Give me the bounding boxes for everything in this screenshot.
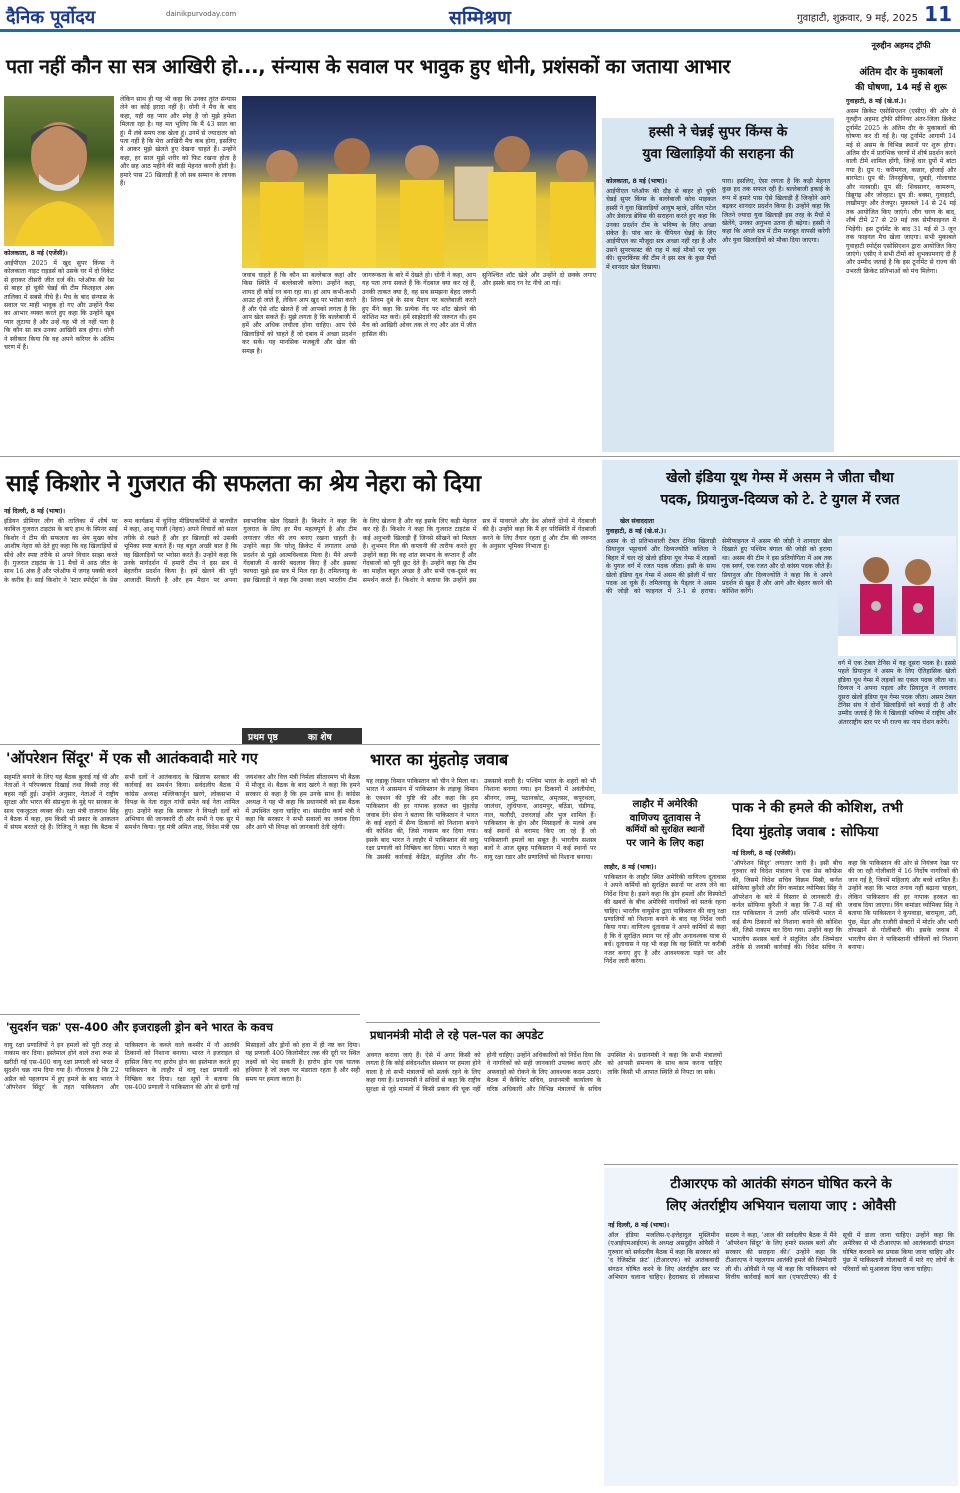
lahore-body: पाकिस्तान के लाहौर स्थित अमेरिकी वाणिज्य दूतावास ने अपने कर्मियों को सुरक्षित स्थानों पर शरण लेने का निर्देश दिया है। इसने कहा कि ड्रोन हमलों और विस्फोटों की खबरों के बीच अमेरिकी नागरिकों को सतर्क रहना चाहिए। भारतीय वायुसेना द्वारा पाकिस्तान की वायु रक्षा प्रणालियों को निशाना बनाने के बाद यह निर्देश जारी किया गया। वाणिज्य दूतावास ने अपने कर्मियों से कहा है कि वे सुरक्षित स्थान पर रहें और अनावश्यक यात्रा से बचें। दूतावास ने यह भी कहा कि वह स्थिति पर करीबी नजर बनाए हुए है और आवश्यकता पड़ने पर और निर्देश जारी करेगा। (604, 874, 726, 966)
bharat-body: यह लड़ाकू विमान पाकिस्तान को चीन ने मिला था। भारत ने आसमान में पाकिस्तान के लड़ाकू विमान के एक्शन की पुष्टि की और कहा कि हम पाकिस्तान की हर नापाक हरकत का मुंहतोड़ जवाब देंगे। सेना ने बताया कि पाकिस्तान ने भारत के कई शहरों में सैन्य ठिकानों को निशाना बनाने की कोशिश की, जिसे नाकाम कर दिया गया। इसके बाद भारत ने लाहौर में पाकिस्तान की वायु रक्षा प्रणाली को निष्क्रिय कर दिया। भारत ने कहा कि उसकी कार्रवाई केंद्रित, संतुलित और गैर-उकसावे वाली है। पश्चिम भारत के शहरों को भी निशाना बनाया गया। इन ठिकानों में अवंतीपोरा, श्रीनगर, जम्मू, पठानकोट, अमृतसर, कपूरथला, जालंधर, लुधियाना, आदमपुर, बठिंडा, चंडीगढ़, नाल, फलौदी, उत्तरलाई और भुज शामिल हैं। पाकिस्तान के ड्रोन और मिसाइलों के मलबे अब कई स्थानों से बरामद किए जा रहे हैं जो पाकिस्तानी हमलों का सबूत हैं। भारतीय सशस्त्र बलों ने आज सुबह पाकिस्तान में कई स्थानों पर वायु रक्षा रडार और प्रणालियों को निशाना बनाया। (366, 778, 596, 861)
nooruddin-dateline: गुवाहाटी, 8 मई (खे.सं.)। (846, 98, 906, 105)
lahore-headline-2: वाणिज्य दूतावास ने (629, 813, 701, 824)
dhoni-col-3: जवाब चाहते हैं कि कौन सा बल्लेबाज कहां और किस स्थिति में बल्लेबाजी करेगा। उन्होंने कहा, शायद ही कोई रन बना रहा था। हां आप कभी-कभी आउट हो जाते हैं, लेकिन आप खुद पर भरोसा करते हैं और ऐसे शॉट खेलते हैं जो आपको लगता है कि आप खेल सकते हैं। मुझे लगता है कि बल्लेबाजी में हमें और अधिक लचीला होना चाहिए। आप ऐसे खिलाड़ियों को चाहते हैं जो दबाव में अच्छा प्रदर्शन कर सकें। यह मानसिक मजबूती और खेल की समझ है। (242, 272, 356, 355)
khelo-headline-1: खेलो इंडिया यूथ गेम्स में असम ने जीता चौथा (666, 470, 894, 486)
sudarshan-body: वायु रक्षा प्रणालियों ने इन हमलों को पूरी तरह से नाकाम कर दिया। इस्तेमाल होने वाले तथा रूस से खरीदी गई एस-400 वायु रक्षा प्रणाली को भारत में सुदर्शन चक्र नाम दिया गया है। गौरतलब है कि 22 अप्रैल को पहलगाम में हुए हमले के बाद भारत ने 'ऑपरेशन सिंदूर' के तहत पाकिस्तान और पाकिस्तान के कब्जे वाले कश्मीर में नौ आतंकी ठिकानों को निशाना बनाया। भारत ने इजराइल से हासिल किए गए हारोप ड्रोन का इस्तेमाल करते हुए पाकिस्तान के लाहौर में वायु रक्षा प्रणाली को निष्क्रिय कर दिया। रक्षा सूत्रों ने बताया कि एस-400 प्रणाली ने पाकिस्तान की ओर से दागी गई मिसाइलों और ड्रोनों को हवा में ही नष्ट कर दिया। यह प्रणाली 400 किलोमीटर तक की दूरी पर स्थित लक्ष्यों को भेद सकती है। हारोप ड्रोन एक घातक हथियार है जो लक्ष्य पर मंडराता रहता है और सही समय पर हमला करता है। (4, 1042, 360, 1092)
dhoni-headline: पता नहीं कौन सा सत्र आखिरी हो..., संन्यास के सवाल पर भावुक हुए धोनी, प्रशंसकों का जताया आभार (6, 55, 731, 78)
khelo-photo (838, 536, 956, 656)
operation-headline: 'ऑपरेशन सिंदूर' में एक सौ आतंकवादी मारे गए (6, 751, 258, 767)
hussey-col-1: आईपीएल प्लेऑफ की दौड़ से बाहर हो चुकी चेन्नई सुपर किंग्स के बल्लेबाजी कोच माइकल हस्सी ने युवा खिलाड़ियों आयुष म्हात्रे, उर्विल पटेल और डेवाल्ड ब्रेविस की सराहना करते हुए कहा कि उनका प्रदर्शन टीम के भविष्य के लिए अच्छा संकेत है। पांच बार के चैंपियन चेन्नई के लिए आईपीएल का मौजूदा सत्र अच्छा नहीं रहा है और उसने सुपरफास्ट की राह में कई मौकों पर चूक की। सुपरकिंग्स की टीम ने इस सत्र के कुछ मैचों में शानदार खेल दिखाया। (606, 188, 716, 271)
divider-3 (0, 1014, 360, 1015)
divider-5 (604, 1164, 958, 1165)
trf-headline-1: टीआरएफ को आतंकी संगठन घोषित करने के (670, 1176, 892, 1192)
sai-body: इंडियन प्रीमियर लीग की तालिका में शीर्ष पर काबिज गुजरात टाइटंस के बाएं हाथ के स्पिनर साई किशोर ने टीम की सफलता का श्रेय मुख्य कोच आशीष नेहरा को देते हुए कहा कि वह खिलाड़ियों से सीधे और स्पष्ट तरीके से अपने विचार साझा करते हैं। गुजरात टाइटंस के 11 मैचों में आठ जीत के साथ 16 अंक हैं और प्लेऑफ में जगह पक्की करने के करीब है। साई किशोर ने 'स्टार स्पोर्ट्स' के प्रेस रूम कार्यक्रम में चुनिंदा मीडियाकर्मियों से बातचीत में कहा, आशु पाजी (नेहरा) अपने विचारों को सरल तरीके से रखते हैं और हर खिलाड़ी को उसकी भूमिका स्पष्ट बताते हैं। यह बहुत अच्छी बात है कि वह खिलाड़ियों पर भरोसा करते हैं। उन्होंने कहा कि उनके मार्गदर्शन में हमारी टीम ने इस सत्र में बेहतरीन प्रदर्शन किया है। हमें खेलने की पूरी आजादी मिलती है और हम मैदान पर अपना स्वाभाविक खेल दिखाते हैं। किशोर ने कहा कि गुजरात के लिए हर मैच महत्वपूर्ण है और टीम लगातार जीत की लय बनाए रखना चाहती है। उन्होंने कहा कि घरेलू क्रिकेट में लगातार अच्छे प्रदर्शन से मुझे आत्मविश्वास मिला है। मैंने अपनी गेंदबाजी में काफी बदलाव किए हैं और इसका फायदा मुझे इस सत्र में मिल रहा है। तमिलनाडु के इस खिलाड़ी ने कहा कि उनका लक्ष्य भारतीय टीम के लिए खेलना है और वह इसके लिए कड़ी मेहनत कर रहे हैं। किशोर ने कहा कि गुजरात टाइटंस में कई अनुभवी खिलाड़ी हैं जिनसे सीखने को मिलता है। शुभमन गिल की कप्तानी की तारीफ करते हुए उन्होंने कहा कि वह शांत स्वभाव के कप्तान हैं और गेंदबाजों को पूरी छूट देते हैं। उन्होंने कहा कि टीम का माहौल बहुत अच्छा है और सभी एक-दूसरे का समर्थन करते हैं। किशोर ने बताया कि उन्होंने इस सत्र में पावरप्ले और डेथ ओवरों दोनों में गेंदबाजी की है। उन्होंने कहा कि मैं हर परिस्थिति में गेंदबाजी करने के लिए तैयार रहता हूं और टीम की जरूरत के अनुसार भूमिका निभाता हूं। (4, 518, 596, 584)
bharat-headline: भारत का मुंहतोड़ जवाब (370, 750, 509, 769)
operation-body: सहमति बनाने के लिए यह बैठक बुलाई गई थी और नेताओं ने परिपक्वता दिखाई तथा किसी तरह की बहस नहीं हुई। उन्होंने अनुसार, नेताओं ने राष्ट्रीय सुरक्षा और भारत की संप्रभुता के मुद्दे पर सरकार के साथ एकजुटता व्यक्त की। रक्षा मंत्री राजनाथ सिंह ने बैठक में कहा, हम किसी भी प्रकार के आकलन में संयम बरतते रहे हैं। रिजिजू ने कहा कि बैठक में सभी दलों ने आतंकवाद के खिलाफ सरकार की कार्रवाई का समर्थन किया। सर्वदलीय बैठक में कांग्रेस अध्यक्ष मल्लिकार्जुन खरगे, लोकसभा में विपक्ष के नेता राहुल गांधी समेत कई नेता शामिल हुए। उन्होंने कहा कि सरकार ने विपक्षी दलों को अभियान की जानकारी दी और सभी ने एक सुर में समर्थन किया। गृह मंत्री अमित शाह, विदेश मंत्री एस जयशंकर और वित्त मंत्री निर्मला सीतारमण भी बैठक में मौजूद थे। बैठक के बाद खरगे ने कहा कि हमने सरकार से कहा है कि हम उनके साथ हैं। कांग्रेस अध्यक्ष ने यह भी कहा कि प्रधानमंत्री को इस बैठक में उपस्थित रहना चाहिए था। संसदीय कार्य मंत्री ने कहा कि सरकार ने सभी सवालों का जवाब दिया और आगे भी विपक्ष को जानकारी देती रहेगी। (4, 774, 360, 832)
medal-winners-icon (838, 536, 956, 656)
divider-2 (0, 744, 600, 745)
page-number: 11 (924, 2, 952, 26)
dhoni-figure-icon (4, 96, 114, 246)
khelo-byline: खेल संवाददाता (620, 518, 654, 525)
pm-headline: प्रधानमंत्री मोदी ले रहे पल-पल का अपडेट (370, 1028, 544, 1042)
nooruddin-kicker: नूरुद्दीन अहमद ट्रॉफी (871, 41, 931, 50)
lahore-headline-3: कर्मियों को सुरक्षित स्थानों (625, 825, 705, 835)
pratham-suffix: का शेष (308, 733, 332, 743)
dhoni-col-2: लेकिन साथ ही यह भी कहा कि उनका तुरंत संन्यास लेने का कोई इरादा नहीं है। धोनी ने मैच के बाद कहा, यही वह प्यार और स्नेह है जो मुझे हमेशा मिलता रहा है। यह मत भूलिए कि मैं 43 साल का हूं। मैं लंबे समय तक खेला हूं। उनमें से ज्यादातर को पता नहीं है कि मेरा आखिरी मैच कब होगा, इसलिए वे आकर मुझे खेलते हुए देखना चाहते हैं। उन्होंने कहा, हर साल मुझे शरीर को फिट रखना होता है और छह आठ महीने की कड़ी मेहनत करनी होती है। हमारे पास 25 खिलाड़ी हैं जो सब सम्मान के लायक हैं। (120, 96, 236, 188)
pak-headline-2: दिया मुंहतोड़ जवाब : सोफिया (732, 824, 879, 840)
nooruddin-headline-2: की घोषणा, 14 मई से शुरू (855, 83, 947, 93)
pak-headline-1: पाक ने की हमले की कोशिश, तभी (732, 800, 903, 816)
khelo-headline-2: पदक, प्रियानुज-दिव्यज को टे. टे युगल में रजत (660, 492, 900, 508)
sai-headline: साई किशोर ने गुजरात की सफलता का श्रेय नेहरा को दिया (6, 471, 481, 497)
sudarshan-headline: 'सुदर्शन चक्र' एस-400 और इजराइली ड्रोन बने भारत के कवच (6, 1020, 274, 1034)
khelo-body: असम के दो प्रतिभाशाली टेबल टेनिस खिलाड़ी प्रियानुज भट्टाचार्य और दिव्यज्योति कलिता ने बिहार में चल रहे खेलो इंडिया यूथ गेम्स में लड़कों के युगल वर्ग में रजत पदक जीता। इसी के साथ खेलो इंडिया यूथ गेम्स में असम की झोली में चार पदक आ चुके हैं। तमिलनाडु के पैड्लर ने असम की जोड़ी को फाइनल में 3-1 से हराया। सेमीफाइनल में असम की जोड़ी ने शानदार खेल दिखाते हुए पश्चिम बंगाल की जोड़ी को हराया था। असम की टीम ने इस प्रतियोगिता में अब तक एक स्वर्ण, एक रजत और दो कांस्य पदक जीते हैं। प्रियानुज और दिव्यज्योति ने कहा कि वे अपने प्रदर्शन से खुश हैं और आगे और बेहतर करने की कोशिश करेंगे। (606, 538, 832, 596)
hussey-dateline: कोलकाता, 8 मई (भाषा)। (606, 178, 668, 185)
trf-body: ऑल इंडिया मजलिस-ए-इत्तेहादुल मुस्लिमीन (एआईएमआईएम) के अध्यक्ष असदुद्दीन ओवैसी ने गुरुवार को सर्वदलीय बैठक में कहा कि सरकार को 'द रेजिस्टेंस फ्रंट' (टीआरएफ) को आतंकवादी संगठन घोषित करने के लिए अंतर्राष्ट्रीय स्तर पर अभियान चलाना चाहिए। हैदराबाद से लोकसभा सदस्य ने कहा, 'आज की सर्वदलीय बैठक में मैंने 'ऑपरेशन सिंदूर' के लिए हमारे सशस्त्र बलों और सरकार की सराहना की।' उन्होंने कहा कि टीआरएफ ने पहलगाम आतंकी हमले की जिम्मेदारी ली थी। ओवैसी ने यह भी कहा कि पाकिस्तान को वित्तीय कार्रवाई कार्य बल (एफएटीएफ) की ग्रे सूची में डाला जाना चाहिए। उन्होंने कहा कि अमेरिका से भी टीआरएफ को आतंकवादी संगठन घोषित करवाने का प्रयास किया जाना चाहिए और पुंछ में पाकिस्तानी गोलाबारी में मारे गए लोगों के परिवारों को मुआवजा दिया जाना चाहिए। (608, 1232, 954, 1282)
khelo-body-2: वर्ग में एक टेबल टेनिस में यह दूसरा पदक है। इससे पहले प्रियानुज ने असम के लिए ऐतिहासिक खेलो इंडिया यूथ गेम्स में लड़कों का एकल पदक जीता था। दिव्यज ने अपना पहला और प्रियानुज ने लगातार दूसरा खेलो इंडिया यूथ गेम्स पदक जीता। असम टेबल टेनिस संघ ने दोनों खिलाड़ियों को बधाई दी है और उम्मीद जताई है कि ये खिलाड़ी भविष्य में राष्ट्रीय और अंतरराष्ट्रीय स्तर पर भी राज्य का नाम रोशन करेंगे। (838, 660, 956, 726)
lahore-headline-1: लाहौर में अमेरिकी (632, 799, 698, 810)
dhoni-photo (4, 96, 114, 246)
hussey-headline-2: युवा खिलाड़ियों की सराहना की (642, 146, 794, 162)
dhoni-dateline: कोलकाता, 8 मई (एजेंसी)। (4, 250, 68, 257)
lahore-box (602, 796, 728, 860)
logo: दैनिक पूर्वोदय (6, 7, 96, 28)
pm-body: अवगत कराया जाएं हैं। ऐसे में अगर किसी को लगता है कि कोई संवेदनशील संस्थान पर हमला होने वाला है तो सभी मंत्रालयों को सतर्क रहने के लिए कहा गया है। प्रधानमंत्री ने सचिवों से कहा कि राष्ट्रीय सुरक्षा से जुड़े मामलों में किसी प्रकार की चूक नहीं होनी चाहिए। उन्होंने अधिकारियों को निर्देश दिया कि वे नागरिकों को सही जानकारी उपलब्ध कराएं और अफवाहों को रोकने के लिए आवश्यक कदम उठाएं। बैठक में कैबिनेट सचिव, प्रधानमंत्री कार्यालय के वरिष्ठ अधिकारी और विभिन्न मंत्रालयों के सचिव उपस्थित थे। प्रधानमंत्री ने कहा कि सभी मंत्रालयों को आपसी समन्वय के साथ काम करना चाहिए ताकि किसी भी आपात स्थिति से निपटा जा सके। (366, 1052, 722, 1093)
dateline: गुवाहाटी, शुक्रवार, 9 मई, 2025 (797, 13, 918, 24)
site-url: dainikpurvoday.com (166, 10, 237, 18)
nooruddin-headline-1: अंतिम दौर के मुकाबलों (859, 67, 943, 78)
trf-dateline: नई दिल्ली, 8 मई (भाषा)। (608, 1222, 670, 1229)
divider-4 (366, 1022, 600, 1023)
fans-crowd-icon (242, 96, 596, 268)
trf-headline-2: लिए अंतर्राष्ट्रीय अभियान चलाया जाए : ओवैसी (666, 1198, 896, 1214)
fans-photo (242, 96, 596, 268)
masthead (0, 0, 960, 32)
pak-body: 'ऑपरेशन सिंदूर' लगातार जारी है। इसी बीच गुरुवार को विदेश मंत्रालय ने एक प्रेस कॉन्फ्रेंस की, जिसमें विदेश सचिव विक्रम मिस्री, कर्नल सोफिया कुरैशी और विंग कमांडर व्योमिका सिंह ने ऑपरेशन के बारे में विस्तार से जानकारी दी। कर्नल सोफिया कुरैशी ने कहा कि 7-8 मई की रात पाकिस्तान ने उत्तरी और पश्चिमी भारत में कई सैन्य ठिकानों को निशाना बनाने की कोशिश की, जिसे नाकाम कर दिया गया। उन्होंने कहा कि भारतीय सशस्त्र बलों ने संतुलित और जिम्मेदार तरीके से जवाबी कार्रवाई की। विदेश सचिव ने कहा कि पाकिस्तान की ओर से नियंत्रण रेखा पर की जा रही गोलीबारी में 16 निर्दोष नागरिकों की जान गई है, जिनमें महिलाएं और बच्चे शामिल हैं। उन्होंने कहा कि भारत तनाव नहीं बढ़ाना चाहता, लेकिन पाकिस्तान की हर नापाक हरकत का जवाब दिया जाएगा। विंग कमांडर व्योमिका सिंह ने बताया कि पाकिस्तान ने कुपवाड़ा, बारामूला, उरी, पुंछ, मेंढर और राजौरी सेक्टरों में मोर्टार और भारी तोपखाने से गोलीबारी की। इसके जवाब में भारतीय सेना ने पाकिस्तानी चौकियों को निशाना बनाया। (732, 860, 958, 952)
dhoni-col-4: जागरूकता के बारे में देखते हो। धोनी ने कहा, आप यह पता लगा सकते हैं कि गेंदबाज क्या कर रहे हैं, उनकी ताकत क्या है, वह सब समझना बेहद जरूरी है। शिवम दुबे के साथ मैदान पर बल्लेबाजी करते हुए मैंने कहा कि प्रत्येक गेंद पर शॉट खेलने की कोशिश मत करो। हमें साझेदारी की जरूरत थी। हम मैच को आखिरी ओवर तक ले गए और अंत में जीत हासिल की। (362, 272, 476, 338)
khelo-dateline: गुवाहाटी, 8 मई (खे.सं.)। (606, 528, 666, 535)
hussey-headline-1: हस्सी ने चेन्नई सुपर किंग्स के (648, 124, 788, 140)
hussey-col-2: पारा। इसलिए, ऐसा लगता है कि कड़ी मेहनत कुछ हद तक सफल रही है। बल्लेबाजी इकाई के रूप में हमारे पास ऐसे खिलाड़ी हैं जिन्होंने आगे बढ़कर शानदार प्रदर्शन किया है। उन्होंने कहा कि जितने ज्यादा युवा खिलाड़ी इस तरह के मैचों में खेलेंगे, उनका अनुभव उतना ही बढ़ेगा। हस्सी ने कहा कि अगले सत्र में टीम मजबूत वापसी करेगी और युवा खिलाड़ियों को मौका दिया जाएगा। (722, 178, 830, 244)
lahore-headline-4: पर जाने के लिए कहा (626, 838, 704, 849)
pratham-label: प्रथम पृष्ठ (248, 733, 278, 743)
sai-dateline: नई दिल्ली, 8 मई (भाषा)। (4, 508, 66, 515)
lahore-dateline: लाहौर, 8 मई (भाषा)। (604, 864, 657, 871)
hussey-box (602, 118, 834, 452)
pak-dateline: नई दिल्ली, 8 मई (एजेंसी)। (732, 850, 796, 857)
dhoni-col-5: सुनिश्चित शॉट खेले और उन्होंने दो छक्के लगाए और इसके बाद रन रेट नीचे आ गई। (482, 272, 596, 288)
section-title: सम्मिश्रण (449, 7, 511, 29)
pratham-banner (242, 728, 362, 744)
divider-1 (0, 456, 960, 457)
nooruddin-body: असम क्रिकेट एसोसिएशन (एसीए) की ओर से नूरुद्दीन अहमद ट्रॉफी सीनियर अंतर-जिला क्रिकेट टूर्नामेंट 2025 के अंतिम दौर के मुकाबलों की घोषणा कर दी गई है। यह टूर्नामेंट आगामी 14 मई से असम के विभिन्न स्थानों पर शुरू होगा। अंतिम दौर में प्रारंभिक चरणों में शीर्ष प्रदर्शन करने वाली टीमें शामिल होंगी, जिन्हें चार ग्रुपों में बांटा गया है। ग्रुप ए: करीमगंज, कछार, होजाई और बारपेटा। ग्रुप बी: तिनसुकिया, धुबड़ी, गोलाघाट और नलबाड़ी। ग्रुप सी: शिवसागर, कामरूप, डिब्रूगढ़ और जोरहाट। ग्रुप डी: बक्सा, गुवाहाटी, लखीमपुर और तेजपुर। मुकाबले 14 से 24 मई तक आयोजित किए जाएंगे। लीग चरण के बाद, शीर्ष टीमें 27 से 29 मई तक सेमीफाइनल में भिड़ेंगी। इस टूर्नामेंट के बाद 31 मई से 3 जून तक फाइनल मैच खेला जाएगा। सभी मुकाबले गुवाहाटी स्पोर्ट्स एसोसिएशन द्वारा आयोजित किए जाएंगे। एसीए ने सभी टीमों को शुभकामनाएं दी हैं और उम्मीद जताई है कि इस टूर्नामेंट से राज्य की उभरती क्रिकेट प्रतिभाओं को मंच मिलेगा। (846, 108, 956, 275)
dhoni-col-1: आईपीएल 2025 में खुद सुपर किंग्स ने कोलकाता नाइट राइडर्स को उसके घर में दो विकेट से हराकर तीसरी जीत दर्ज की। प्लेऑफ की रेस से बाहर हो चुकी चेन्नई की टीम फिलहाल अंक तालिका में सबसे नीचे है। मैच के बाद संन्यास के सवाल पर माही भावुक हो गए और उन्होंने फैंस का आभार व्यक्त करते हुए कहा कि उन्होंने खूब प्यार लुटाया है और उन्हें यह भी तो नहीं पता है कि कौन सा सत्र उनका आखिरी सत्र होगा। धोनी ने स्वीकार किया कि वह अपने करियर के अंतिम चरण में हैं। (4, 260, 114, 352)
